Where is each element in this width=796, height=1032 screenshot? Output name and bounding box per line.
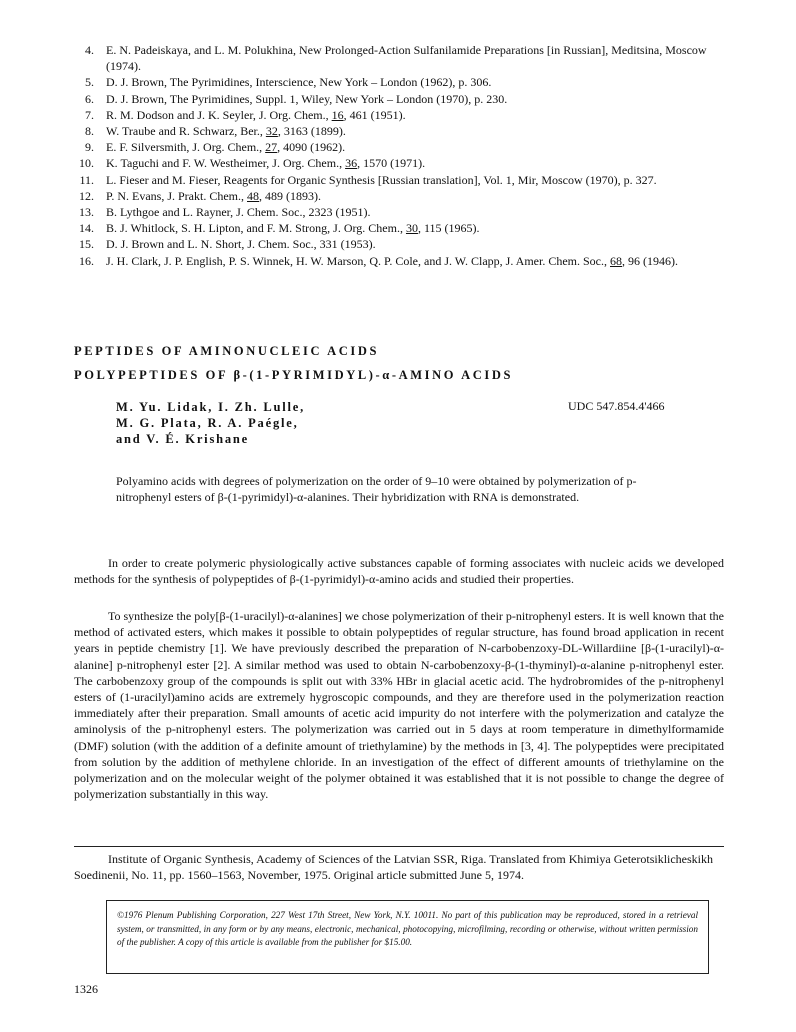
reference-text-post: , 3163 (1899). [277, 124, 346, 139]
reference-item [74, 220, 724, 236]
reference-text-post: , 489 (1893). [259, 188, 321, 203]
reference-text-pre: B. J. Whitlock, S. H. Lipton, and F. M. Strong, J. Org. Chem., [106, 221, 406, 236]
reference-list [74, 42, 724, 269]
institute-note: Institute of Organic Synthesis, Academy of Sciences of the Latvian SSR, Riga. Translated from Khimiya Geterotsiklicheskikh Soedinenii, No. 11, pp. 1560–1563, November, 1975. Original article submitted June 5, 1974. [74, 852, 714, 882]
reference-item [74, 172, 724, 188]
reference-text [106, 139, 724, 155]
page-number: 1326 [74, 982, 98, 996]
reference-number: 7. [85, 107, 94, 122]
reference-number: 10. [79, 156, 94, 171]
reference-volume: 32 [265, 124, 278, 139]
abstract: Polyamino acids with degrees of polymerization on the order of 9–10 were obtained by polymerization of p-nitrophenyl esters of β-(1-pyrimidyl)-α-alanines. Their hybridization with RNA is demonstrated. [116, 474, 637, 504]
reference-text-post: , 1570 (1971). [357, 156, 426, 171]
reference-text-post: , 4090 (1962). [277, 140, 346, 155]
reference-text: B. Lythgoe and L. Rayner, J. Chem. Soc., 2323 (1951). [106, 205, 371, 220]
reference-text-post: , 115 (1965). [417, 221, 480, 236]
reference-number: 9. [85, 140, 94, 155]
reference-text-pre: W. Traube and R. Schwarz, Ber., [106, 124, 266, 139]
reference-number: 5. [85, 75, 94, 90]
reference-text: D. J. Brown and L. N. Short, J. Chem. Soc., 331 (1953). [106, 237, 376, 252]
reference-item [74, 42, 724, 74]
reference-item [74, 204, 724, 220]
reference-text: D. J. Brown, The Pyrimidines, Interscience, New York – London (1962), p. 306. [106, 75, 492, 90]
author-line: M. Yu. Lidak, I. Zh. Lulle, [116, 400, 306, 414]
reference-text-pre: J. H. Clark, J. P. English, P. S. Winnek, H. W. Marson, Q. P. Cole, and J. W. Clapp, J. Amer. Chem. Soc., [106, 253, 610, 268]
reference-text: E. N. Padeiskaya, and L. M. Polukhina, New Prolonged-Action Sulfanilamide Preparations [in Russian], Meditsina, Moscow (1974). [106, 43, 707, 74]
reference-number: 14. [79, 221, 94, 236]
body-paragraph: In order to create polymeric physiologically active substances capable of forming associates with nucleic acids we developed methods for the synthesis of polypeptides of β-(1-pyrimidyl)-α-amino acids and studied their properties. [74, 556, 724, 587]
reference-text [106, 155, 724, 171]
reference-text [106, 188, 724, 204]
reference-volume: 30 [405, 221, 418, 236]
reference-text: D. J. Brown, The Pyrimidines, Suppl. 1, Wiley, New York – London (1970), p. 230. [106, 91, 508, 106]
reference-item [74, 139, 724, 155]
reference-item [74, 74, 724, 90]
reference-number: 13. [79, 205, 94, 220]
article-subtitle: POLYPEPTIDES OF β-(1-PYRIMIDYL)-α-AMINO ACIDS [74, 368, 514, 382]
reference-number: 12. [79, 188, 94, 203]
reference-text-post: , 96 (1946). [622, 253, 678, 268]
reference-number: 11. [79, 172, 94, 187]
reference-item [74, 155, 724, 171]
udc-code: UDC 547.854.4'466 [568, 399, 665, 413]
author-line: M. G. Plata, R. A. Paégle, [116, 416, 299, 430]
reference-text [106, 220, 724, 236]
footnote-divider [74, 846, 724, 847]
reference-text-pre: K. Taguchi and F. W. Westheimer, J. Org. Chem., [106, 156, 346, 171]
reference-text [106, 123, 724, 139]
reference-number: 6. [85, 91, 94, 106]
reference-volume: 36 [345, 156, 358, 171]
reference-volume: 68 [610, 253, 622, 268]
copyright-box: ©1976 Plenum Publishing Corporation, 227 West 17th Street, New York, N.Y. 10011. No part of this publication may be reproduced, stored in a retrieval system, or transmitted, in any form or by any means, electronic, mechanical, photocopying, microfilming, recording or otherwise, without written permission of the publisher. A copy of this article is available from the publisher for $15.00. [106, 900, 709, 974]
reference-item [74, 253, 724, 269]
author-line: and V. É. Krishane [116, 432, 250, 446]
reference-text [106, 107, 724, 123]
reference-text-post: , 461 (1951). [343, 107, 406, 122]
reference-volume: 27 [265, 140, 278, 155]
reference-item [74, 123, 724, 139]
reference-text: L. Fieser and M. Fieser, Reagents for Organic Synthesis [Russian translation], Vol. 1, Mir, Moscow (1970), p. 327. [106, 172, 657, 187]
article-title: PEPTIDES OF AMINONUCLEIC ACIDS [74, 344, 380, 358]
reference-item [74, 107, 724, 123]
reference-text-pre: R. M. Dodson and J. K. Seyler, J. Org. Chem., [106, 107, 332, 122]
reference-volume: 48 [247, 188, 259, 203]
reference-item [74, 91, 724, 107]
reference-item [74, 188, 724, 204]
reference-number: 8. [85, 124, 94, 139]
reference-number: 16. [79, 253, 94, 268]
reference-text-pre: E. F. Silversmith, J. Org. Chem., [106, 140, 266, 155]
reference-text-pre: P. N. Evans, J. Prakt. Chem., [106, 188, 247, 203]
reference-volume: 16 [331, 107, 344, 122]
reference-text [106, 253, 724, 269]
reference-number: 15. [79, 237, 94, 252]
author-block [116, 399, 305, 447]
body-paragraph: To synthesize the poly[β-(1-uracilyl)-α-alanines] we chose polymerization of their p-nitrophenyl esters. It is well known that the method of activated esters, which makes it possible to obtain polypeptides of regular structure, has found broad application in recent years in peptide chemistry [1]. We have previously described the preparation of N-carbobenzoxy-DL-Willardiine [β-(1-uracilyl)-α-alanine] p-nitrophenyl ester [2]. A similar method was used to obtain N-carbobenzoxy-β-(1-thyminyl)-α-alanine p-nitrophenyl ester. The carbobenzoxy group of the compounds is split out with 33% HBr in glacial acetic acid. The hydrobromides of the p-nitrophenyl esters of (1-uracilyl)amino acids are extremely hygroscopic compounds, and they are therefore used in the polymerization reaction immediately after their preparation. Small amounts of acetic acid impurity do not interfere with the polymerization and catalyze the aminolysis of the p-nitrophenyl esters. The polymerization was carried out in 5 days at room temperature in dimethylformamide (DMF) solution (with the addition of a definite amount of triethylamine) by the methods in [3, 4]. The polypeptides were precipitated from solution by the addition of methylene chloride. In an investigation of the effect of different amounts of triethylamine on the polymerization and on the molecular weight of the polymer obtained it was established that it is not possible to change the degree of polymerization substantially in this way. [74, 609, 724, 802]
reference-number: 4. [85, 43, 94, 57]
reference-item [74, 236, 724, 252]
